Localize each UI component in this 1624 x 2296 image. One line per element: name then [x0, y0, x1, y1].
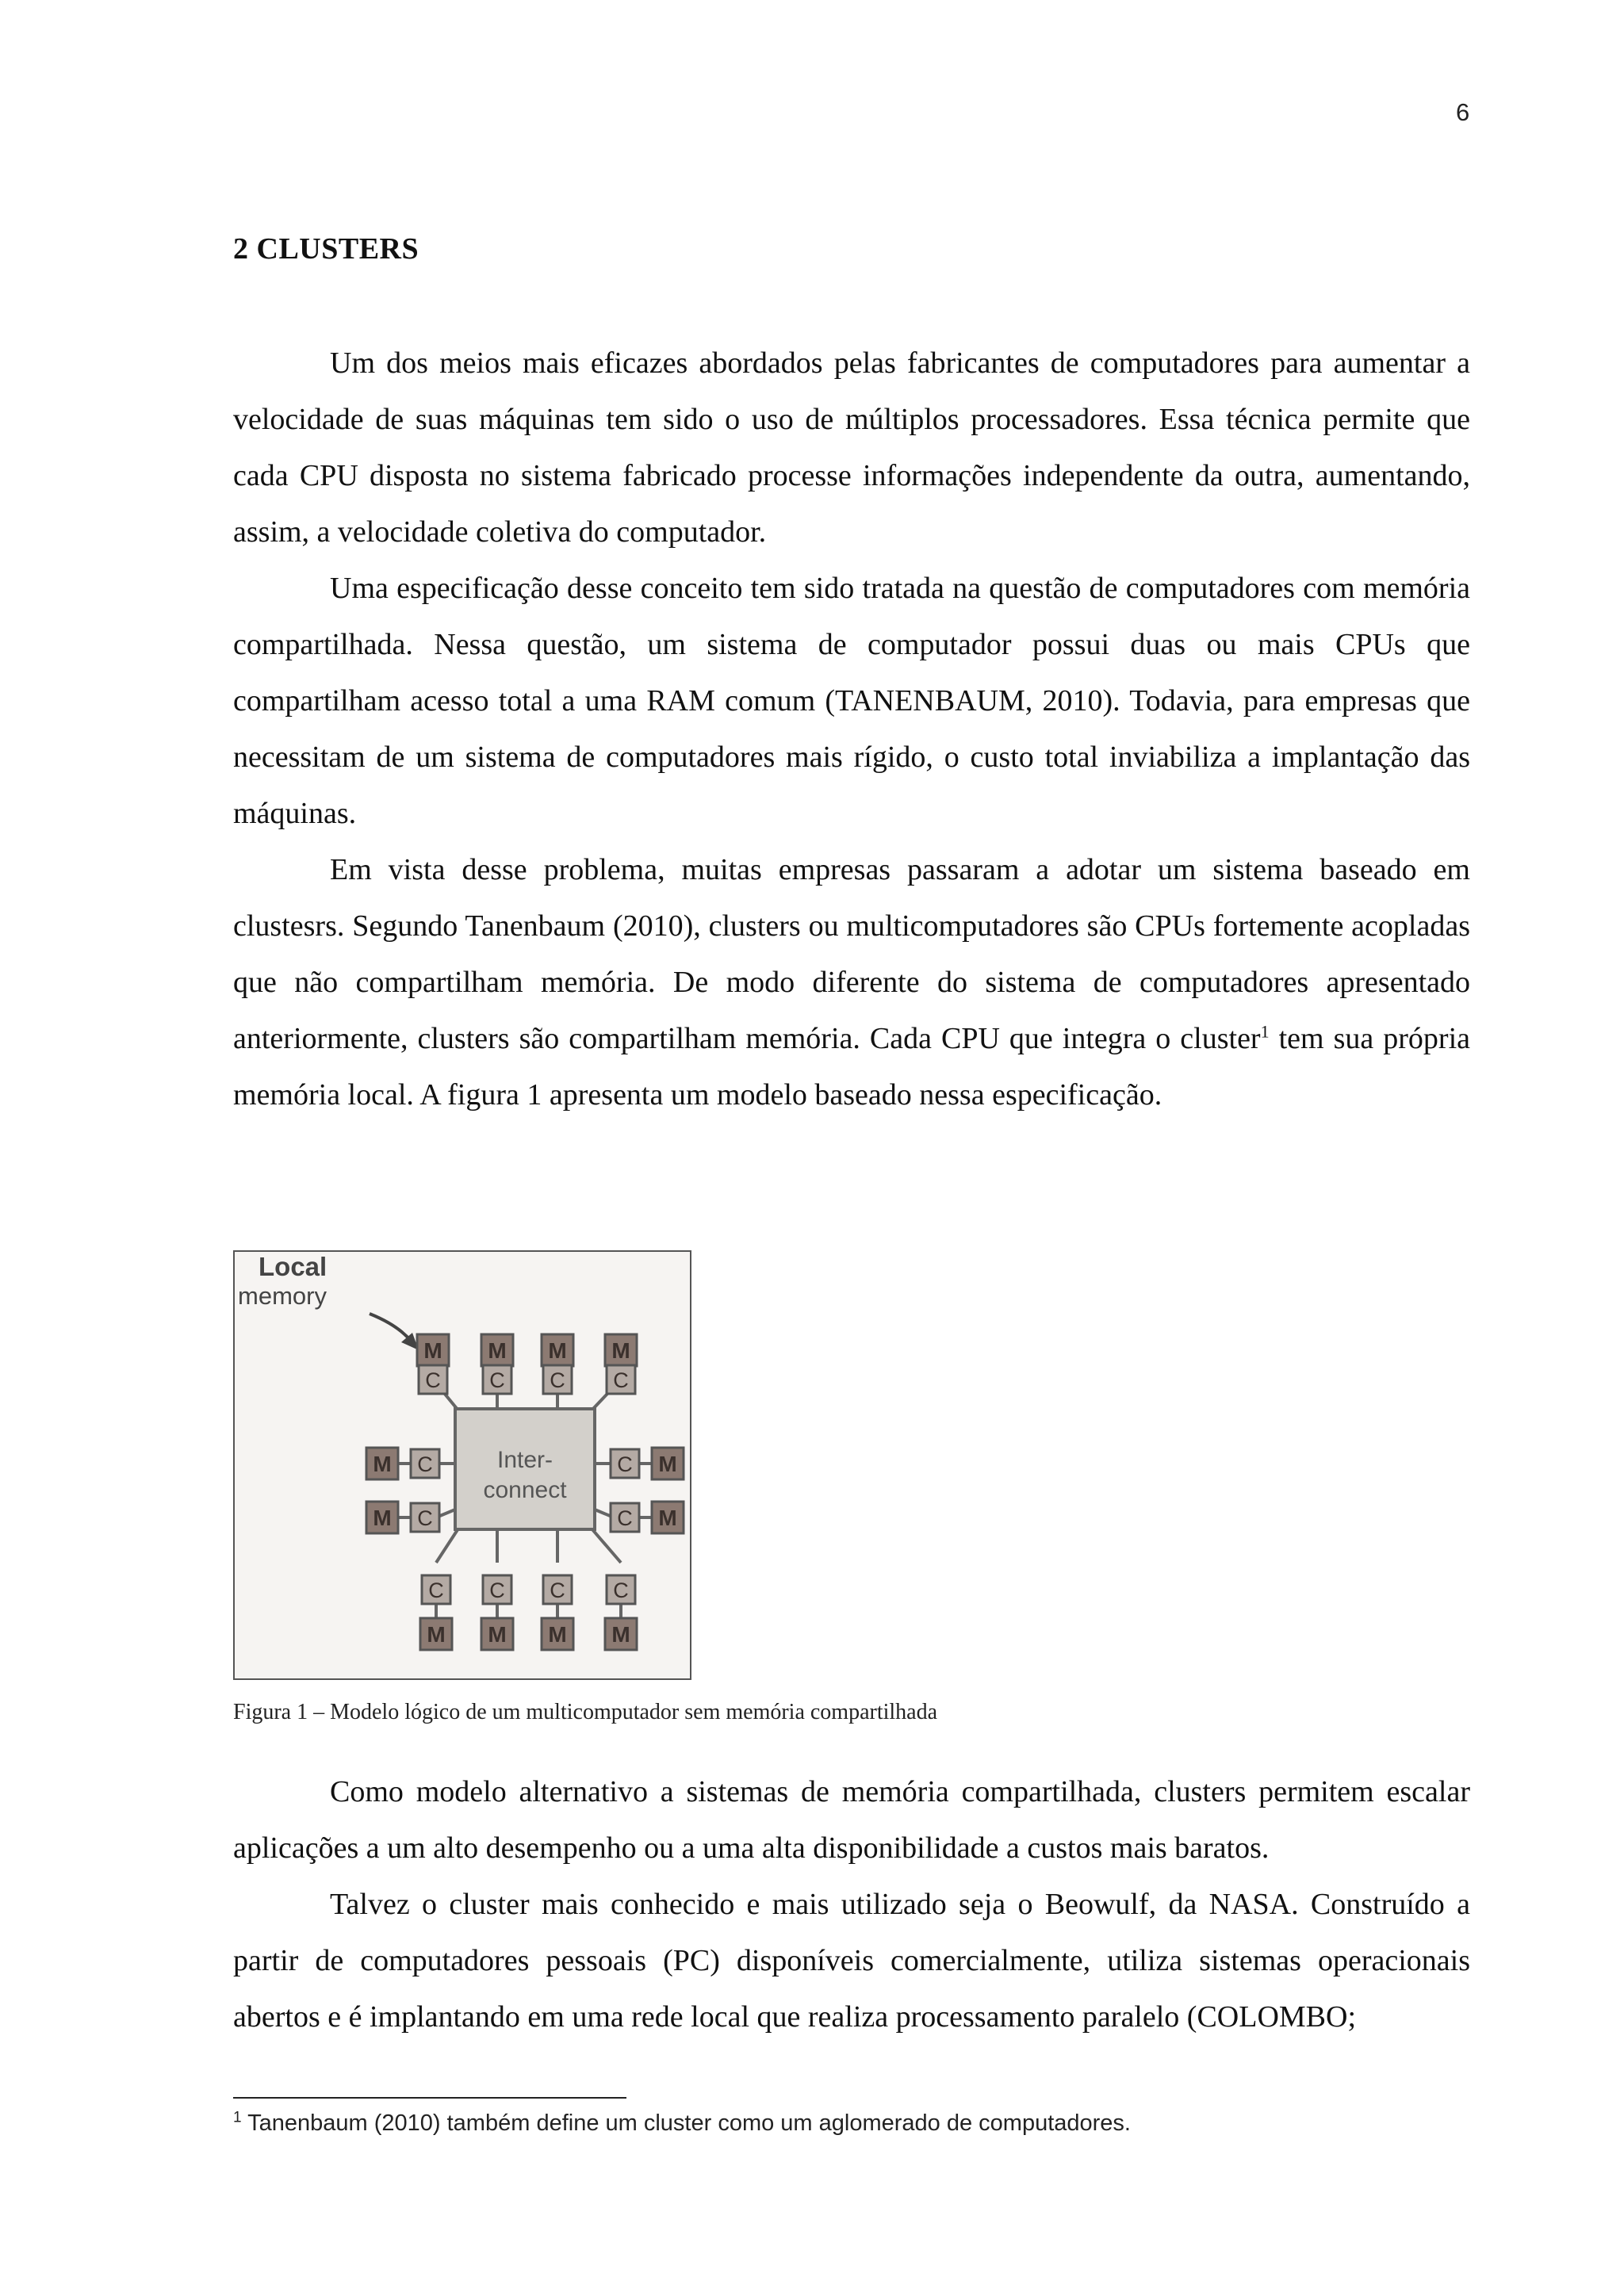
section-title: CLUSTERS	[256, 232, 419, 266]
section-number: 2	[233, 232, 249, 266]
paragraph: Uma especificação desse conceito tem sido tratada na questão de computadores com memória compartilhada. Nessa questão, um sistema de computador possui duas ou mais CPUs que compartilham acesso total a uma RAM comum (TANENBAUM, 2010). Todavia, para empresas que necessitam de um sistema de computadores mais rígido, o custo total inviabiliza a implantação das máquinas.	[233, 572, 1470, 830]
svg-text:M: M	[658, 1452, 677, 1476]
svg-text:C: C	[550, 1368, 565, 1392]
memory-node	[366, 1448, 398, 1479]
footnote-text: Tanenbaum (2010) também define um cluster como um aglomerado de computadores.	[247, 2110, 1131, 2136]
svg-text:M: M	[423, 1338, 442, 1363]
svg-text:C: C	[613, 1368, 629, 1392]
memory-node	[652, 1448, 684, 1479]
cpu-node	[483, 1575, 511, 1604]
cpu-node	[607, 1365, 635, 1394]
cpu-node	[607, 1575, 635, 1604]
svg-text:M: M	[427, 1622, 446, 1647]
arrow-line	[370, 1314, 411, 1341]
cpu-node	[411, 1449, 439, 1478]
svg-text:C: C	[428, 1578, 444, 1602]
svg-text:M: M	[548, 1338, 567, 1363]
svg-text:C: C	[489, 1368, 505, 1392]
paragraph	[233, 842, 1470, 1123]
memory-node	[652, 1502, 684, 1533]
interconnect-label: connect	[483, 1477, 567, 1503]
svg-text:M: M	[611, 1622, 630, 1647]
svg-text:C: C	[550, 1578, 565, 1602]
memory-node	[542, 1618, 573, 1650]
memory-node	[605, 1618, 637, 1650]
paragraph-text: tem sua própria memória local. A figura 1 apresenta um modelo baseado nessa especificação.	[233, 1022, 1470, 1112]
figure-caption: Figura 1 – Modelo lógico de um multicomputador sem memória compartilhada	[233, 1700, 938, 1724]
svg-text:C: C	[417, 1506, 433, 1530]
cpu-node	[611, 1503, 639, 1532]
body-text-top	[233, 335, 1470, 1123]
cpu-node	[419, 1365, 447, 1394]
memory-node	[605, 1334, 637, 1366]
memory-node	[420, 1618, 452, 1650]
section-heading	[233, 232, 419, 266]
interconnect-label: Inter-	[496, 1447, 553, 1473]
svg-text:C: C	[425, 1368, 441, 1392]
body-text-bottom	[233, 1764, 1470, 2045]
footnote-separator	[233, 2097, 626, 2099]
svg-text:C: C	[489, 1578, 505, 1602]
figure-multicomputer-diagram	[233, 1250, 691, 1680]
memory-node	[366, 1502, 398, 1533]
memory-node	[481, 1334, 513, 1366]
cpu-node	[483, 1365, 511, 1394]
memory-node	[417, 1334, 449, 1366]
svg-text:M: M	[548, 1622, 567, 1647]
svg-text:M: M	[488, 1338, 507, 1363]
cpu-node	[411, 1503, 439, 1532]
svg-text:M: M	[488, 1622, 507, 1647]
local-memory-label: Local	[259, 1252, 327, 1281]
svg-text:C: C	[417, 1452, 433, 1476]
cpu-node	[611, 1449, 639, 1478]
paragraph: Talvez o cluster mais conhecido e mais utilizado seja o Beowulf, da NASA. Construído a partir de computadores pessoais (PC) disponíveis comercialmente, utiliza sistemas operacionais abertos e é implantando em uma rede local que realiza processamento paralelo (COLOMBO;	[233, 1888, 1470, 2034]
svg-text:C: C	[617, 1452, 633, 1476]
svg-text:M: M	[611, 1338, 630, 1363]
paragraph: Como modelo alternativo a sistemas de memória compartilhada, clusters permitem escalar aplicações a um alto desempenho ou a uma alta disponibilidade a custos mais baratos.	[233, 1775, 1470, 1865]
svg-text:M: M	[373, 1506, 392, 1530]
memory-node	[481, 1618, 513, 1650]
svg-text:M: M	[658, 1506, 677, 1530]
paragraph-text: Em vista desse problema, muitas empresas passaram a adotar um sistema baseado em clustesrs. Segundo Tanenbaum (2010), clusters ou multicomputadores são CPUs fortemente acopladas que não compartilham memória. De modo diferente do sistema de computadores apresentado anteriormente, clusters são compartilham memória. Cada CPU que integra o cluster	[233, 853, 1470, 1055]
local-memory-label: memory	[238, 1282, 327, 1310]
svg-text:M: M	[373, 1452, 392, 1476]
footnote	[233, 2110, 1131, 2137]
footnote-number: 1	[233, 2109, 242, 2126]
cpu-node	[422, 1575, 450, 1604]
page-number: 6	[1456, 98, 1470, 126]
svg-text:C: C	[613, 1578, 629, 1602]
multicomputer-diagram	[235, 1252, 690, 1678]
footnote-reference[interactable]: 1	[1260, 1021, 1270, 1042]
memory-node	[542, 1334, 573, 1366]
paragraph: Um dos meios mais eficazes abordados pelas fabricantes de computadores para aumentar a velocidade de suas máquinas tem sido o uso de múltiplos processadores. Essa técnica permite que cada CPU disposta no sistema fabricado processe informações independente da outra, aumentando, assim, a velocidade coletiva do computador.	[233, 346, 1470, 549]
cpu-node	[543, 1365, 572, 1394]
cpu-node	[543, 1575, 572, 1604]
svg-text:C: C	[617, 1506, 633, 1530]
